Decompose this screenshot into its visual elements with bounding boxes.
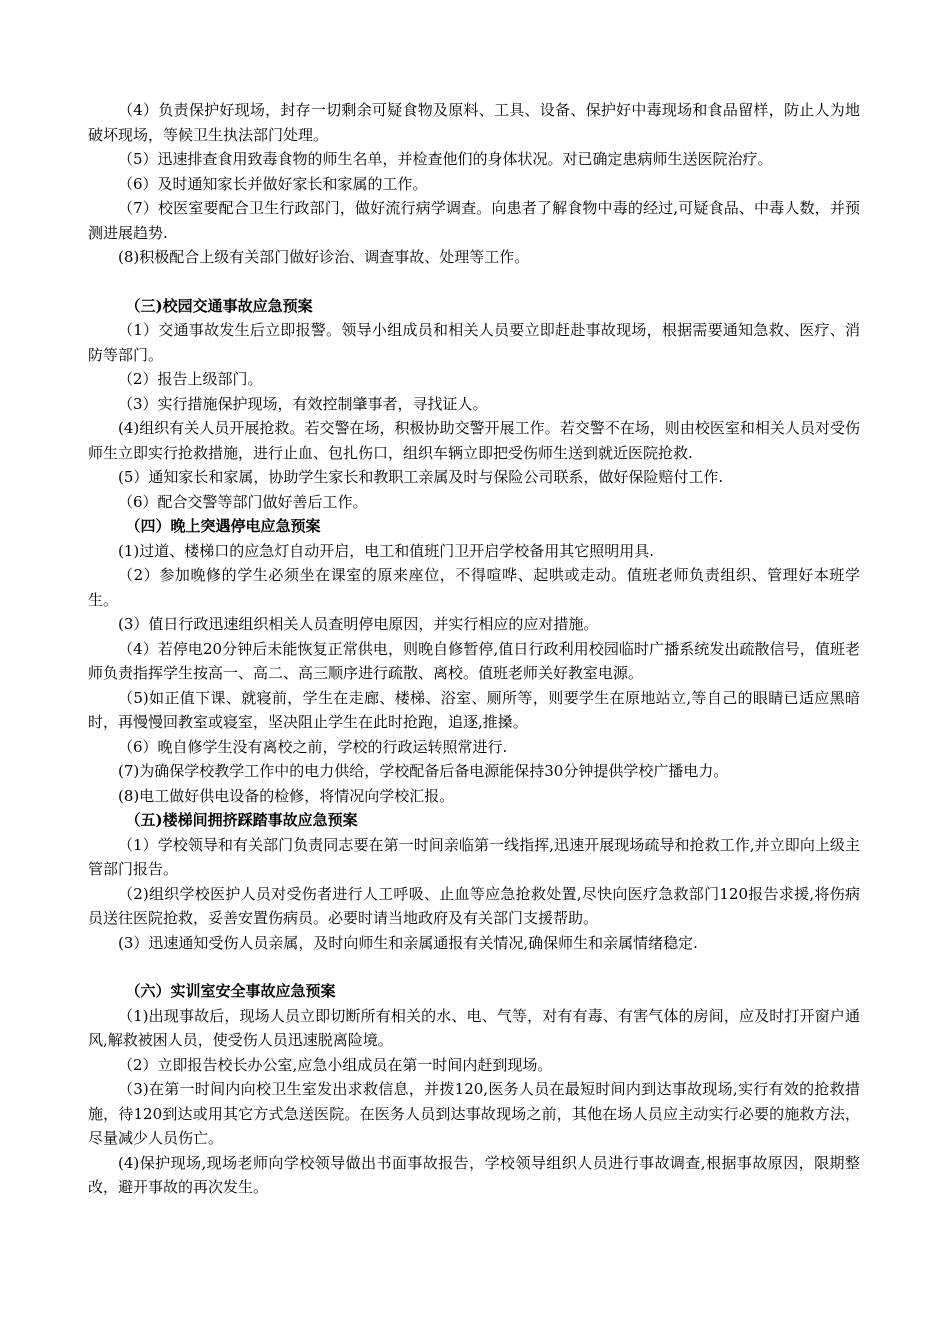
- paragraph: (5）通知家长和家属，协助学生家长和教职工亲属及时与保险公司联系，做好保险赔付工作.: [118, 468, 724, 486]
- paragraph: (1)过道、楼梯口的应急灯自动开启，电工和值班门卫开启学校备用其它照明用具.: [118, 541, 655, 560]
- paragraph: （7）校医室要配合卫生行政部门，做好流行病学调查。向患者了解食物中毒的经过,可疑食品、中毒人数，并预测进展趋势.: [88, 199, 860, 242]
- paragraph: （2）报告上级部门。: [118, 370, 263, 388]
- section-heading: （五)楼梯间拥挤踩踏事故应急预案: [125, 811, 358, 829]
- paragraph: （3）实行措施保护现场，有效控制肇事者，寻找证人。: [118, 394, 488, 413]
- paragraph: （1）学校领导和有关部门负责同志要在第一时间亲临第一线指挥,迅速开展现场疏导和抢救工作,并立即向上级主管部门报告。: [88, 835, 860, 878]
- paragraph: (8)电工做好供电设备的检修，将情况向学校汇报。: [118, 786, 455, 805]
- paragraph: (8)积极配合上级有关部门做好诊治、调查事故、处理等工作。: [118, 248, 530, 266]
- paragraph: （4）负责保护好现场，封存一切剩余可疑食物及原料、工具、设备、保护好中毒现场和食品留样，防止人为地破坏现场，等候卫生执法部门处理。: [88, 101, 860, 144]
- section-power-outage: [88, 514, 860, 808]
- section-training-room-safety: [88, 979, 860, 1200]
- paragraph: (4)组织有关人员开展抢救。若交警在场，积极协助交警开展工作。若交警不在场，则由校医室和相关人员对受伤师生立即实行抢救措施，进行止血、包扎伤口，组织车辆立即把受伤师生送到就近医院抢救.: [88, 419, 860, 462]
- paragraph: (4)保护现场,现场老师向学校领导做出书面事故报告，学校领导组织人员进行事故调查,根据事故原因，限期整改，避开事故的再次发生。: [88, 1153, 860, 1196]
- paragraph: (7)为确保学校教学工作中的电力供给，学校配备后备电源能保持30分钟提供学校广播电力。: [118, 762, 729, 780]
- paragraph: （5)如正值下课、就寝前，学生在走廊、楼梯、浴室、厕所等，则要学生在原地站立,等自己的眼睛已适应黑暗时，再慢慢回教室或寝室，坚决阻止学生在此时抢跑，追逐,推搡。: [88, 688, 860, 731]
- paragraph: (3）迅速通知受伤人员亲属，及时向师生和亲属通报有关情况,确保师生和亲属情绪稳定.: [118, 933, 698, 952]
- section-heading: （六）实训室安全事故应急预案: [125, 982, 336, 1000]
- paragraph: （4）若停电20分钟后未能恢复正常供电，则晚自修暂停,值日行政利用校园临时广播系统发出疏散信号，值班老师负责指挥学生按高一、高二、高三顺序进行疏散、离校。值班老师关好教室电源。: [88, 639, 860, 682]
- paragraph: （6）及时通知家长并做好家长和家属的工作。: [118, 174, 428, 193]
- paragraph: （2）参加晚修的学生必须坐在课室的原来座位，不得喧哗、起哄或走动。值班老师负责组织、管理好本班学生。: [88, 566, 860, 609]
- paragraph: （2)组织学校医护人员对受伤者进行人工呼吸、止血等应急抢救处置,尽快向医疗急救部门120报告求援,将伤病员送往医院抢救，妥善安置伤病员。必要时请当地政府及有关部门支援帮助。: [88, 884, 860, 927]
- section-heading: （三)校园交通事故应急预案: [125, 296, 313, 315]
- paragraph: (3）值日行政迅速组织相关人员查明停电原因，并实行相应的应对措施。: [118, 615, 599, 633]
- paragraph: （1）交通事故发生后立即报警。领导小组成员和相关人员要立即赶赴事故现场，根据需要通知急救、医疗、消防等部门。: [88, 321, 860, 364]
- paragraph: （5）迅速排查食用致毒食物的师生名单，并检查他们的身体状况。对已确定患病师生送医院治疗。: [118, 150, 773, 168]
- paragraph: （6）配合交警等部门做好善后工作。: [118, 492, 368, 511]
- paragraph: （3)在第一时间内向校卫生室发出求救信息，并拨120,医务人员在最短时间内到达事故现场,实行有效的抢救措施，待120到达或用其它方式急送医院。在医务人员到达事故现场之前，其他在场人员应主动实行必要的施救方法，尽量减少人员伤亡。: [88, 1080, 860, 1147]
- section-heading: （四）晚上突遇停电应急预案: [125, 517, 321, 535]
- section-traffic-accident: [88, 294, 860, 515]
- section-stairway-stampede: [88, 808, 860, 955]
- paragraph: （2）立即报告校长办公室,应急小组成员在第一时间内赶到现场。: [118, 1055, 553, 1074]
- paragraph: （6）晚自修学生没有离校之前，学校的行政运转照常进行.: [118, 737, 508, 756]
- paragraph: （1)出现事故后，现场人员立即切断所有相关的水、电、气等，对有有毒、有害气体的房间，应及时打开窗户通风,解救被困人员，使受伤人员迅速脱离险境。: [88, 1006, 860, 1049]
- section-food-poisoning-continued: [88, 98, 860, 270]
- document-page: [88, 98, 860, 1200]
